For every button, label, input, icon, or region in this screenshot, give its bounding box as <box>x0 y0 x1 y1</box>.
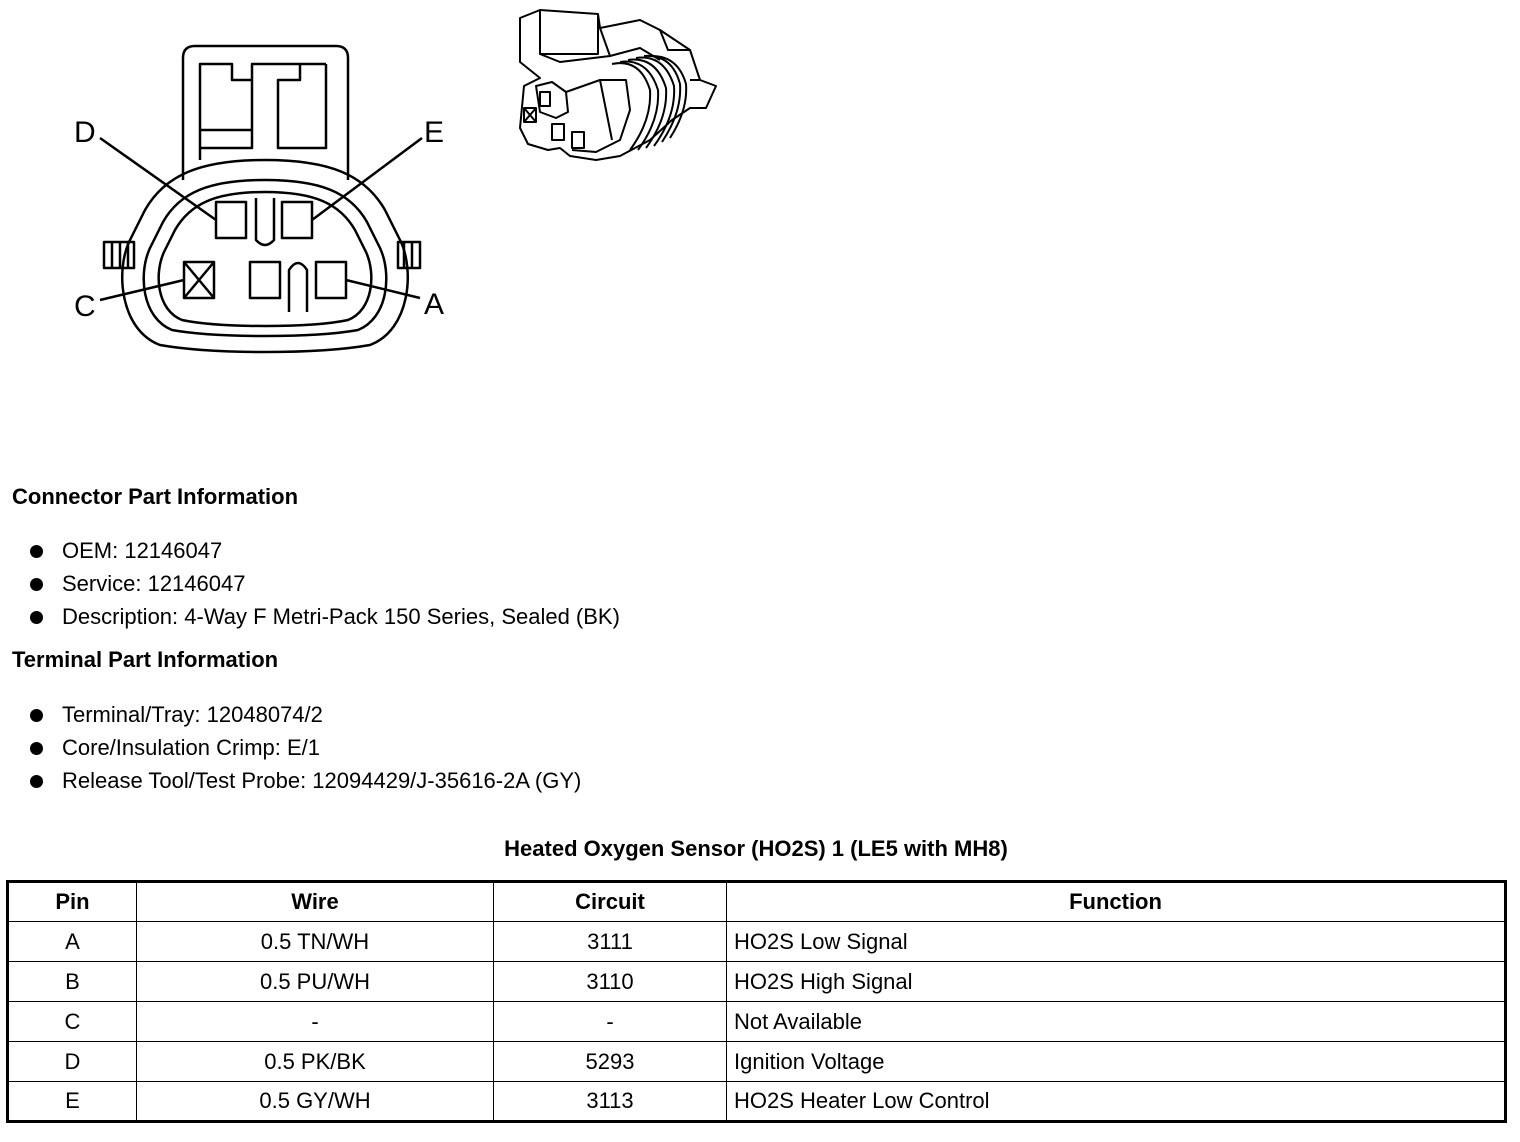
cell-circuit: 5293 <box>494 1042 727 1082</box>
cell-circuit: 3111 <box>494 922 727 962</box>
connector-body-outer <box>122 160 408 352</box>
list-item <box>28 534 620 567</box>
cell-function: HO2S High Signal <box>727 962 1506 1002</box>
bullet-icon <box>30 578 43 591</box>
leader-d <box>100 138 216 220</box>
bullet-icon <box>30 611 43 624</box>
cell-pin: B <box>8 962 137 1002</box>
leader-c <box>100 280 184 300</box>
cell-function: HO2S Low Signal <box>727 922 1506 962</box>
connector-info-list <box>28 534 620 633</box>
header-function: Function <box>727 882 1506 922</box>
pin-label-d: D <box>74 116 96 149</box>
bullet-icon <box>30 775 43 788</box>
cell-function: Ignition Voltage <box>727 1042 1506 1082</box>
cell-pin: D <box>8 1042 137 1082</box>
cell-function: Not Available <box>727 1002 1506 1042</box>
list-item-text: Description: 4-Way F Metri-Pack 150 Series, Sealed (BK) <box>62 604 620 629</box>
cavity-a <box>316 262 346 298</box>
cell-wire: 0.5 TN/WH <box>137 922 494 962</box>
bullet-icon <box>30 545 43 558</box>
connector-3d-illustration <box>520 10 716 160</box>
header-pin: Pin <box>8 882 137 922</box>
terminal-info-heading: Terminal Part Information <box>12 647 279 672</box>
list-item-text: Terminal/Tray: 12048074/2 <box>62 702 323 727</box>
table-row <box>8 1082 1506 1122</box>
table-row <box>8 962 1506 1002</box>
bullet-icon <box>30 742 43 755</box>
cell-circuit: - <box>494 1002 727 1042</box>
table-header-row <box>8 882 1506 922</box>
list-item <box>28 764 581 797</box>
list-item <box>28 567 620 600</box>
list-item-text: OEM: 12146047 <box>62 538 223 563</box>
bullet-icon <box>30 709 43 722</box>
list-item <box>28 600 620 633</box>
table-row <box>8 1002 1506 1042</box>
connector-body-inner <box>144 180 387 336</box>
list-item-text: Core/Insulation Crimp: E/1 <box>62 735 320 760</box>
list-item-text: Release Tool/Test Probe: 12094429/J-35616-2A (GY) <box>62 768 582 793</box>
table-row <box>8 1042 1506 1082</box>
cavity-e <box>282 202 312 238</box>
list-item <box>28 731 581 764</box>
cavity-d <box>216 202 246 238</box>
cell-circuit: 3113 <box>494 1082 727 1122</box>
cell-function: HO2S Heater Low Control <box>727 1082 1506 1122</box>
cell-wire: - <box>137 1002 494 1042</box>
pin-label-e: E <box>424 116 445 149</box>
pin-label-a: A <box>424 288 445 321</box>
table-row <box>8 922 1506 962</box>
cell-circuit: 3110 <box>494 962 727 1002</box>
cell-pin: A <box>8 922 137 962</box>
cavity-b <box>250 262 280 298</box>
terminal-info-list <box>28 698 581 797</box>
list-item <box>28 698 581 731</box>
cell-pin: C <box>8 1002 137 1042</box>
pinout-table <box>6 880 1507 1123</box>
header-circuit: Circuit <box>494 882 727 922</box>
connector-diagram <box>0 0 760 370</box>
cell-wire: 0.5 PK/BK <box>137 1042 494 1082</box>
cell-wire: 0.5 GY/WH <box>137 1082 494 1122</box>
leader-e <box>312 138 422 220</box>
table-title: Heated Oxygen Sensor (HO2S) 1 (LE5 with MH8) <box>504 836 1008 861</box>
pin-label-c: C <box>74 290 96 323</box>
connector-info-heading: Connector Part Information <box>12 484 299 509</box>
header-wire: Wire <box>137 882 494 922</box>
cell-wire: 0.5 PU/WH <box>137 962 494 1002</box>
list-item-text: Service: 12146047 <box>62 571 246 596</box>
cell-pin: E <box>8 1082 137 1122</box>
